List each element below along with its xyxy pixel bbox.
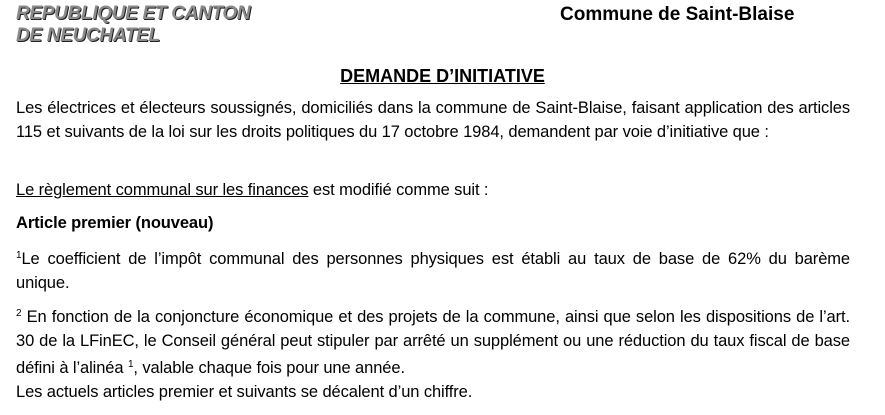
regulation-reference: Le règlement communal sur les finances: [16, 181, 309, 199]
canton-line-1: REPUBLIQUE ET CANTON: [16, 3, 251, 24]
paragraph-2-text: En fonction de la conjoncture économique et des projets de la commune, ainsi que selon les dispositions de l’art. 30 de la LFinEC, le Conseil général peut stipuler par arrêté un supplément ou une réduction du taux fiscal de base défini à l’alinéa: [16, 308, 850, 377]
paragraph-2: [16, 302, 850, 381]
paragraph-number: 1: [16, 250, 22, 261]
modification-line: [16, 179, 850, 203]
paragraph-2-text-end: , valable chaque fois pour une année.: [133, 359, 405, 377]
paragraph-reference: 1: [127, 359, 134, 370]
paragraph-1-text: Le coefficient de l’impôt communal des personnes physiques est établi au taux de base de 62% du barème unique.: [16, 250, 850, 292]
closing-paragraph: Les actuels articles premier et suivants se décalent d’un chiffre.: [16, 383, 473, 401]
document-title: DEMANDE D’INITIATIVE: [340, 66, 545, 86]
article-title: Article premier (nouveau): [16, 214, 214, 232]
commune-name: Commune de Saint-Blaise: [560, 4, 795, 25]
paragraph-number: 2: [16, 308, 22, 319]
canton-line-2: DE NEUCHATEL: [16, 25, 160, 46]
intro-paragraph: Les électrices et électeurs soussignés, domiciliés dans la commune de Saint-Blaise, faisant application des articles 115 et suivants de la loi sur les droits politiques du 17 octobre 1984, demandent par voie d’initiative que :: [16, 99, 850, 141]
canton-logo-text: [16, 3, 250, 47]
modification-text: est modifié comme suit :: [308, 181, 489, 199]
paragraph-1: [16, 244, 850, 295]
